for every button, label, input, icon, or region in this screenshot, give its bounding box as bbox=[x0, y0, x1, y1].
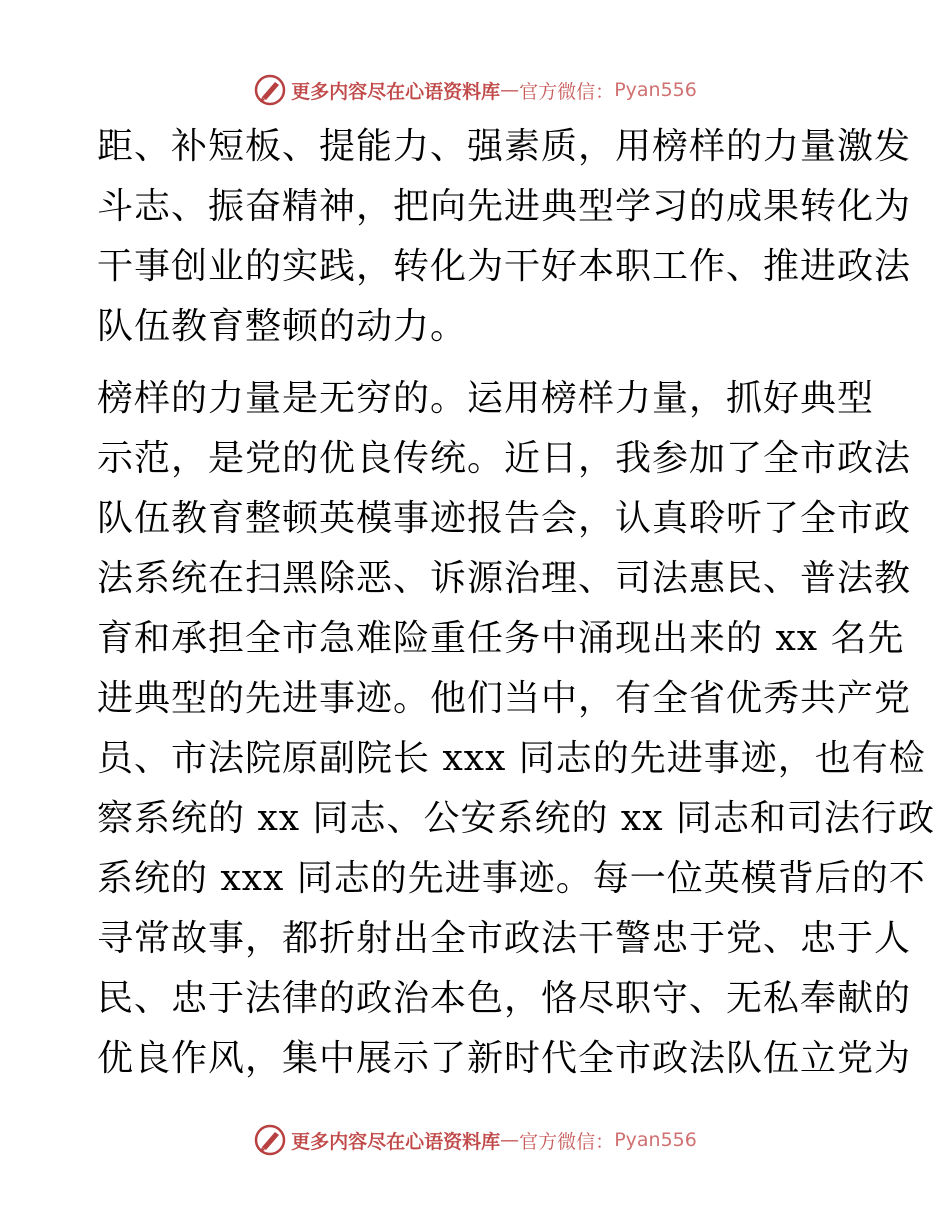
text-line: 队伍教育整顿英模事迹报告会，认真聆听了全市政 bbox=[97, 498, 912, 539]
text-line: 察系统的 xx 同志、公安系统的 xx 同志和司法行政 bbox=[97, 798, 935, 839]
watermark-wechat-id: Pyan556 bbox=[614, 1129, 697, 1151]
paragraph-1 bbox=[97, 117, 912, 357]
text-line: 育和承担全市急难险重任务中涌现出来的 xx 名先 bbox=[97, 618, 905, 659]
footer-watermark bbox=[0, 1123, 950, 1157]
text-line: 榜样的力量是无穷的。运用榜样力量，抓好典型 bbox=[97, 378, 875, 419]
pen-nib-logo-icon bbox=[253, 1123, 287, 1157]
header-watermark bbox=[0, 73, 950, 107]
watermark-contact-label: 官方微信： bbox=[519, 1130, 615, 1153]
document-body bbox=[97, 117, 935, 1089]
pen-nib-logo-icon bbox=[253, 73, 287, 107]
watermark-brand: 更多内容尽在心语资料库 bbox=[291, 80, 501, 103]
watermark-brand: 更多内容尽在心语资料库 bbox=[291, 1130, 501, 1153]
watermark-separator: — bbox=[500, 1129, 520, 1151]
text-line: 示范，是党的优良传统。近日，我参加了全市政法 bbox=[97, 438, 912, 479]
watermark-contact-label: 官方微信： bbox=[519, 80, 615, 103]
text-line: 进典型的先进事迹。他们当中，有全省优秀共产党 bbox=[97, 678, 912, 719]
text-line: 法系统在扫黑除恶、诉源治理、司法惠民、普法教 bbox=[97, 558, 912, 599]
watermark-wechat-id: Pyan556 bbox=[614, 79, 697, 101]
watermark-separator: — bbox=[500, 79, 520, 101]
text-line: 干事创业的实践，转化为干好本职工作、推进政法 bbox=[97, 246, 912, 287]
text-line: 队伍教育整顿的动力。 bbox=[97, 306, 468, 347]
text-line: 优良作风，集中展示了新时代全市政法队伍立党为 bbox=[97, 1038, 912, 1079]
text-line: 寻常故事，都折射出全市政法干警忠于党、忠于人 bbox=[97, 918, 912, 959]
text-line: 斗志、振奋精神，把向先进典型学习的成果转化为 bbox=[97, 186, 912, 227]
paragraph-2 bbox=[97, 369, 935, 1089]
text-line: 系统的 xxx 同志的先进事迹。每一位英模背后的不 bbox=[97, 858, 926, 899]
text-line: 员、市法院原副院长 xxx 同志的先进事迹，也有检 bbox=[97, 738, 926, 779]
text-line: 民、忠于法律的政治本色，恪尽职守、无私奉献的 bbox=[97, 978, 912, 1019]
text-line: 距、补短板、提能力、强素质，用榜样的力量激发 bbox=[97, 126, 912, 167]
